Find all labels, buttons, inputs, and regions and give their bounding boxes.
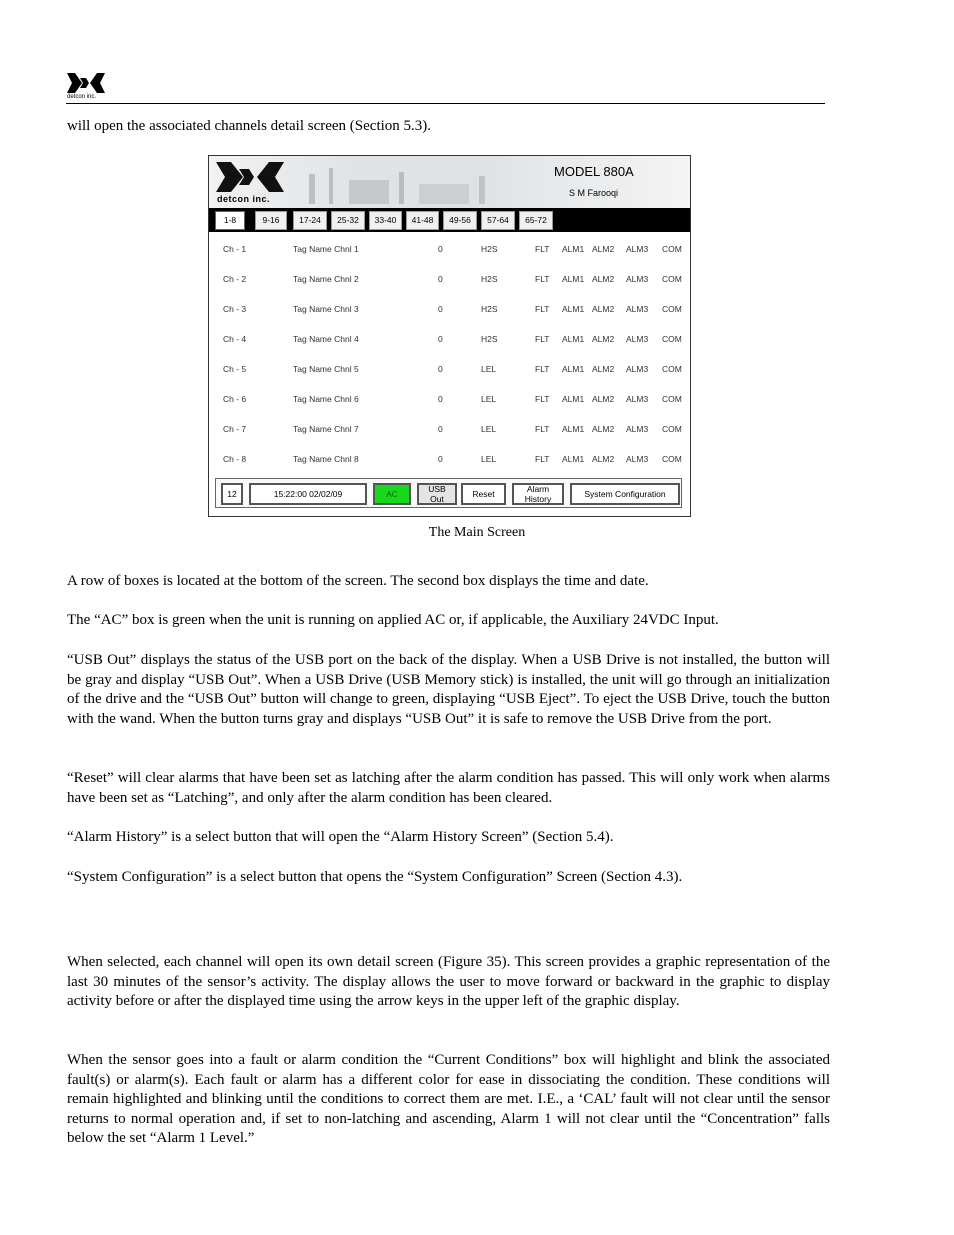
channel-ch: Ch - 7 (223, 424, 247, 434)
channel-gas: LEL (481, 364, 497, 374)
channel-tag: Tag Name Chnl 3 (293, 304, 359, 314)
channel-com: COM (662, 334, 682, 344)
detcon-logo-mark-icon (66, 72, 106, 94)
channel-flt: FLT (535, 454, 550, 464)
channel-gas: LEL (481, 454, 497, 464)
usb-line2: Out (430, 494, 444, 504)
channel-val: 0 (438, 364, 443, 374)
channel-tag: Tag Name Chnl 2 (293, 274, 359, 284)
system-configuration-button[interactable]: System Configuration (570, 483, 680, 505)
para-system-configuration: “System Configuration” is a select button that opens the “System Configuration” Screen (Section 4.3). (67, 869, 683, 885)
channel-gas: H2S (481, 334, 498, 344)
channel-a3: ALM3 (626, 424, 649, 434)
channel-com: COM (662, 364, 682, 374)
channel-flt: FLT (535, 304, 550, 314)
channel-a3: ALM3 (626, 274, 649, 284)
para-usb-out: “USB Out” displays the status of the USB port on the back of the display. When a USB Drive is not installed, the button will be gray and display “USB Out”. When a USB Drive (USB Memory stick) is installed, the unit will go through an initialization of the drive and the “USB Out” button will change to green, displaying “USB Eject”. To eject the USB Drive, touch the button with the wand. When the button turns gray and displays “USB Out” it is safe to remove the USB Drive from the port. (67, 652, 830, 727)
main-screen-figure (208, 155, 691, 517)
channel-a1: ALM1 (562, 334, 585, 344)
para-reset: “Reset” will clear alarms that have been set as latching after the alarm condition has passed. This will only work when alarms have been set as “Latching”, and only after the alarm condition has been cleared. (67, 770, 830, 806)
channel-a1: ALM1 (562, 364, 585, 374)
channel-gas: H2S (481, 304, 498, 314)
channel-flt: FLT (535, 334, 550, 344)
refinery-watermark-icon (299, 164, 499, 204)
channel-ch: Ch - 8 (223, 454, 247, 464)
channel-row[interactable] (209, 394, 690, 408)
figure-caption: The Main Screen (428, 525, 526, 540)
channel-gas: H2S (481, 244, 498, 254)
tab-25-32[interactable]: 25-32 (331, 211, 365, 230)
channel-a2: ALM2 (592, 334, 615, 344)
para-alarm-history: “Alarm History” is a select button that will open the “Alarm History Screen” (Section 5.4). (67, 829, 614, 845)
channel-com: COM (662, 244, 682, 254)
user-label: S M Farooqi (569, 188, 619, 198)
channel-ch: Ch - 3 (223, 304, 247, 314)
channel-com: COM (662, 454, 682, 464)
channel-tag: Tag Name Chnl 4 (293, 334, 359, 344)
para-detail-screen: When selected, each channel will open its own detail screen (Figure 35). This screen provides a graphic representation of the last 30 minutes of the sensor’s activity. The display allows the user to move forward or backward in the graphic to display activity before or after the displayed time using the arrow keys in the upper left of the graphic display. (67, 954, 830, 1010)
figure-logo-text: detcon inc. (217, 194, 271, 204)
channel-com: COM (662, 394, 682, 404)
reset-button[interactable]: Reset (461, 483, 506, 505)
channel-tab-bar (209, 208, 690, 232)
channel-gas: H2S (481, 274, 498, 284)
channel-a3: ALM3 (626, 394, 649, 404)
para-fault-conditions: When the sensor goes into a fault or alarm condition the “Current Conditions” box will highlight and blink the associated fault(s) or alarm(s). Each fault or alarm has a different color for ease in dissociating the condition. These conditions will remain highlighted and blinking until the conditions to correct them are met. I.E., a ‘CAL’ fault will not clear until the sensor returns to normal operation and, if set to non-latching and ascending, Alarm 1 will not clear until the “Concentration” falls below the set “Alarm 1 Level.” (67, 1052, 830, 1147)
figure-logo (215, 161, 287, 207)
channel-row[interactable] (209, 244, 690, 258)
channel-gas: LEL (481, 394, 497, 404)
detcon-big-logo-icon (215, 161, 285, 193)
header-rule (66, 103, 825, 104)
channel-a2: ALM2 (592, 364, 615, 374)
channel-a3: ALM3 (626, 454, 649, 464)
channel-val: 0 (438, 244, 443, 254)
channel-val: 0 (438, 304, 443, 314)
channel-flt: FLT (535, 424, 550, 434)
channel-row[interactable] (209, 304, 690, 318)
channel-row[interactable] (209, 454, 690, 468)
channel-a3: ALM3 (626, 304, 649, 314)
figure-banner (209, 156, 690, 208)
para-ac-box: The “AC” box is green when the unit is running on applied AC or, if applicable, the Auxiliary 24VDC Input. (67, 612, 719, 628)
tab-1-8[interactable]: 1-8 (215, 211, 245, 230)
channel-a2: ALM2 (592, 424, 615, 434)
channel-tag: Tag Name Chnl 8 (293, 454, 359, 464)
tab-17-24[interactable]: 17-24 (293, 211, 327, 230)
channel-a1: ALM1 (562, 424, 585, 434)
tab-49-56[interactable]: 49-56 (443, 211, 477, 230)
intro-text: will open the associated channels detail screen (Section 5.3). (67, 118, 432, 134)
tab-41-48[interactable]: 41-48 (406, 211, 439, 230)
usb-line1: USB (428, 484, 446, 494)
channel-flt: FLT (535, 274, 550, 284)
channel-row[interactable] (209, 364, 690, 378)
channel-tag: Tag Name Chnl 1 (293, 244, 359, 254)
channel-tag: Tag Name Chnl 5 (293, 364, 359, 374)
channel-com: COM (662, 424, 682, 434)
channel-ch: Ch - 1 (223, 244, 247, 254)
channel-com: COM (662, 304, 682, 314)
tab-33-40[interactable]: 33-40 (369, 211, 402, 230)
channel-gas: LEL (481, 424, 497, 434)
tab-57-64[interactable]: 57-64 (481, 211, 515, 230)
channel-row[interactable] (209, 274, 690, 288)
status-bar (215, 478, 682, 508)
para-bottom-row: A row of boxes is located at the bottom of the screen. The second box displays the time and date. (67, 573, 649, 589)
channel-tag: Tag Name Chnl 7 (293, 424, 359, 434)
channel-ch: Ch - 4 (223, 334, 247, 344)
channel-ch: Ch - 2 (223, 274, 247, 284)
usb-out-button[interactable] (417, 483, 457, 505)
channel-val: 0 (438, 274, 443, 284)
count-box: 12 (221, 483, 243, 505)
channel-a3: ALM3 (626, 364, 649, 374)
detcon-logo (66, 72, 106, 102)
alarm-line2: History (524, 494, 552, 504)
channel-val: 0 (438, 394, 443, 404)
alarm-history-button[interactable] (512, 483, 564, 505)
channel-val: 0 (438, 424, 443, 434)
channel-tag: Tag Name Chnl 6 (293, 394, 359, 404)
channel-ch: Ch - 5 (223, 364, 247, 374)
channel-a3: ALM3 (626, 334, 649, 344)
alarm-line1: Alarm (526, 484, 550, 494)
channel-com: COM (662, 274, 682, 284)
channel-ch: Ch - 6 (223, 394, 247, 404)
channel-a2: ALM2 (592, 244, 615, 254)
channel-flt: FLT (535, 394, 550, 404)
channel-flt: FLT (535, 364, 550, 374)
ac-status-box: AC (373, 483, 411, 505)
channel-a2: ALM2 (592, 304, 615, 314)
logo-subtext: detcon inc. (67, 94, 97, 100)
channel-a2: ALM2 (592, 454, 615, 464)
channel-val: 0 (438, 334, 443, 344)
channel-a1: ALM1 (562, 454, 585, 464)
channel-row[interactable] (209, 424, 690, 438)
channel-a1: ALM1 (562, 274, 585, 284)
channel-a2: ALM2 (592, 274, 615, 284)
tab-65-72[interactable]: 65-72 (519, 211, 553, 230)
channel-a1: ALM1 (562, 244, 585, 254)
channel-a2: ALM2 (592, 394, 615, 404)
channel-val: 0 (438, 454, 443, 464)
channel-a3: ALM3 (626, 244, 649, 254)
channel-flt: FLT (535, 244, 550, 254)
channel-row[interactable] (209, 334, 690, 348)
datetime-box: 15:22:00 02/02/09 (249, 483, 367, 505)
channel-a1: ALM1 (562, 304, 585, 314)
model-label: MODEL 880A (554, 164, 634, 179)
tab-9-16[interactable]: 9-16 (255, 211, 287, 230)
channel-a1: ALM1 (562, 394, 585, 404)
